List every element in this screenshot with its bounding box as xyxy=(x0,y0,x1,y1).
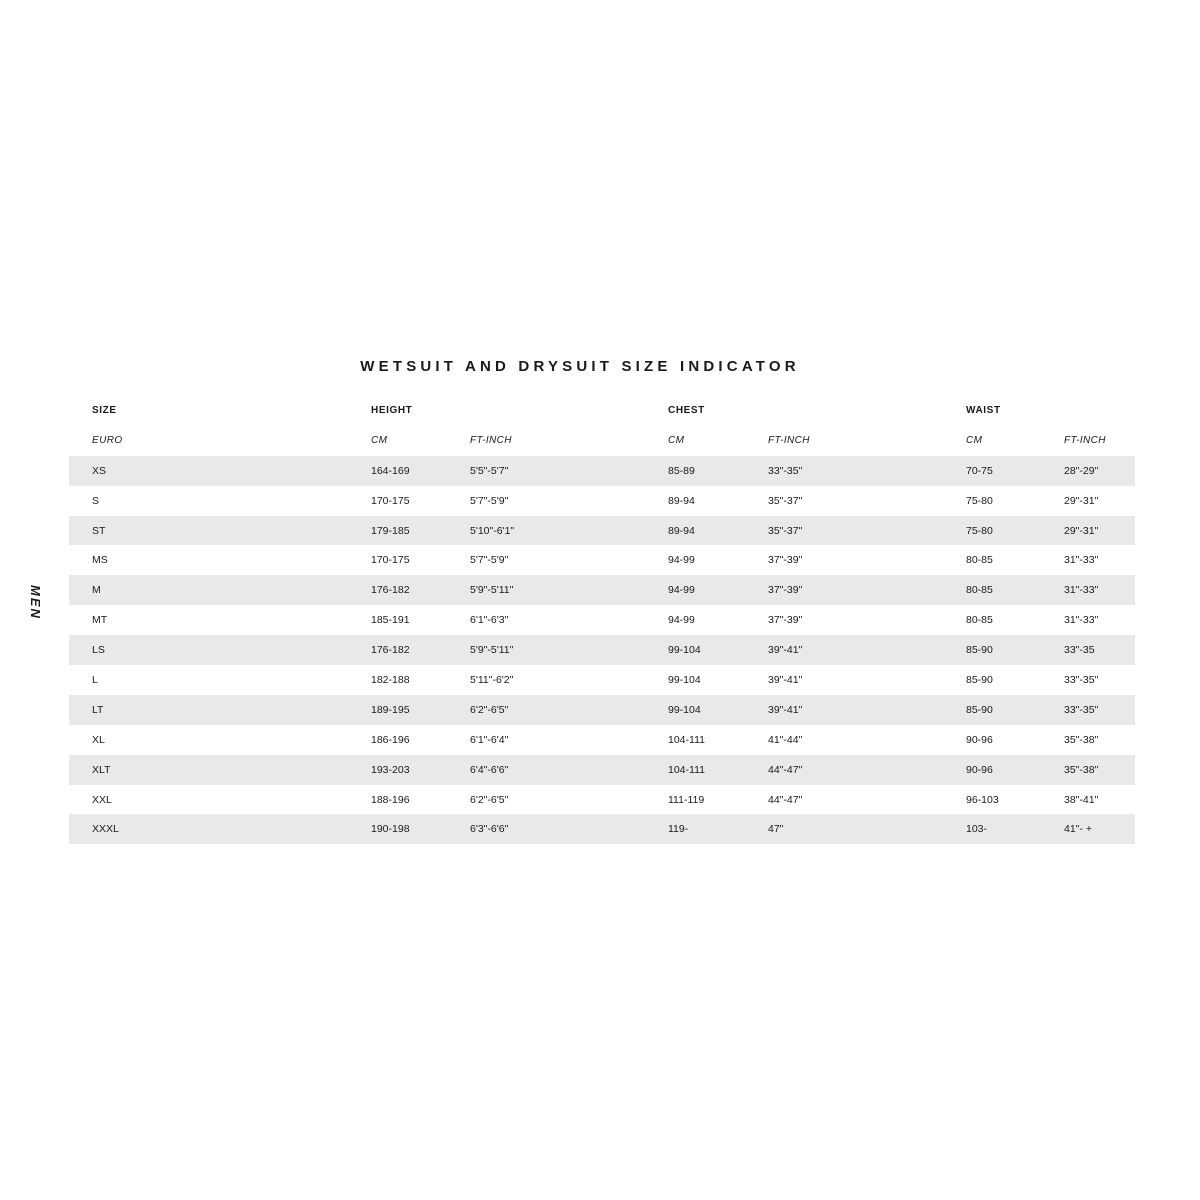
cell-height-cm: 176-182 xyxy=(371,584,410,597)
cell-waist-ftinch: 31"-33" xyxy=(1064,614,1099,627)
cell-waist-cm: 85-90 xyxy=(966,673,993,686)
table-body xyxy=(69,456,1135,845)
cell-height-cm: 182-188 xyxy=(371,673,410,686)
table-row xyxy=(69,695,1135,725)
table-row xyxy=(69,545,1135,575)
table-header-row xyxy=(69,396,1135,426)
cell-waist-cm: 96-103 xyxy=(966,793,999,806)
cell-height-ftinch: 6'1"-6'3" xyxy=(470,614,509,627)
cell-height-ftinch: 5'5"-5'7" xyxy=(470,464,509,477)
cell-waist-ftinch: 38"-41" xyxy=(1064,793,1099,806)
cell-size-euro: M xyxy=(92,584,101,597)
cell-chest-ftinch: 35"-37" xyxy=(768,524,803,537)
cell-height-cm: 190-198 xyxy=(371,823,410,836)
cell-height-ftinch: 5'9"-5'11" xyxy=(470,584,514,597)
cell-chest-cm: 94-99 xyxy=(668,554,695,567)
cell-chest-ftinch: 39"-41" xyxy=(768,703,803,716)
cell-chest-ftinch: 41"-44" xyxy=(768,733,803,746)
cell-waist-ftinch: 28"-29" xyxy=(1064,464,1099,477)
cell-height-ftinch: 6'1"-6'4" xyxy=(470,733,509,746)
header-height: HEIGHT xyxy=(371,405,413,417)
table-row xyxy=(69,605,1135,635)
cell-waist-ftinch: 33"-35 xyxy=(1064,644,1095,657)
cell-waist-cm: 80-85 xyxy=(966,614,993,627)
cell-chest-cm: 94-99 xyxy=(668,584,695,597)
cell-height-cm: 170-175 xyxy=(371,554,410,567)
cell-height-cm: 164-169 xyxy=(371,464,410,477)
cell-height-cm: 179-185 xyxy=(371,524,410,537)
cell-size-euro: L xyxy=(92,673,98,686)
cell-waist-cm: 90-96 xyxy=(966,763,993,776)
cell-size-euro: ST xyxy=(92,524,106,537)
cell-waist-ftinch: 33"-35" xyxy=(1064,703,1099,716)
header-waist: WAIST xyxy=(966,405,1001,417)
cell-size-euro: MT xyxy=(92,614,108,627)
subheader-height-ftinch: FT-INCH xyxy=(470,435,512,447)
cell-size-euro: XL xyxy=(92,733,105,746)
header-size: SIZE xyxy=(92,405,117,417)
subheader-waist-ftinch: FT-INCH xyxy=(1064,435,1106,447)
cell-chest-cm: 89-94 xyxy=(668,494,695,507)
table-subheader-row xyxy=(69,426,1135,456)
cell-chest-cm: 99-104 xyxy=(668,644,701,657)
cell-waist-cm: 103- xyxy=(966,823,988,836)
cell-waist-cm: 85-90 xyxy=(966,644,993,657)
cell-height-ftinch: 6'2"-6'5" xyxy=(470,793,509,806)
cell-height-ftinch: 5'11"-6'2" xyxy=(470,673,514,686)
table-row xyxy=(69,755,1135,785)
cell-waist-ftinch: 35"-38" xyxy=(1064,733,1099,746)
subheader-waist-cm: CM xyxy=(966,435,983,447)
cell-chest-cm: 119- xyxy=(668,823,689,836)
cell-size-euro: XLT xyxy=(92,763,111,776)
cell-height-cm: 185-191 xyxy=(371,614,410,627)
cell-waist-ftinch: 29"-31" xyxy=(1064,494,1099,507)
cell-size-euro: LS xyxy=(92,644,105,657)
cell-waist-ftinch: 33"-35" xyxy=(1064,673,1099,686)
gender-label: MEN xyxy=(28,585,43,620)
cell-waist-cm: 80-85 xyxy=(966,584,993,597)
cell-height-ftinch: 5'7"-5'9" xyxy=(470,554,509,567)
cell-chest-ftinch: 35"-37" xyxy=(768,494,803,507)
cell-size-euro: S xyxy=(92,494,100,507)
cell-height-ftinch: 5'10"-6'1" xyxy=(470,524,515,537)
cell-chest-cm: 111-119 xyxy=(668,793,705,806)
cell-size-euro: XXL xyxy=(92,793,112,806)
cell-chest-cm: 104-111 xyxy=(668,763,705,776)
table-row xyxy=(69,456,1135,486)
header-chest: CHEST xyxy=(668,405,705,417)
cell-waist-cm: 85-90 xyxy=(966,703,993,716)
table-row xyxy=(69,575,1135,605)
cell-waist-ftinch: 41"- + xyxy=(1064,823,1092,836)
cell-waist-ftinch: 31"-33" xyxy=(1064,584,1099,597)
cell-chest-ftinch: 44"-47" xyxy=(768,763,803,776)
cell-chest-ftinch: 44"-47" xyxy=(768,793,803,806)
cell-chest-ftinch: 37"-39" xyxy=(768,554,803,567)
cell-chest-cm: 104-111 xyxy=(668,733,705,746)
cell-height-cm: 170-175 xyxy=(371,494,410,507)
cell-size-euro: LT xyxy=(92,703,104,716)
cell-height-cm: 188-196 xyxy=(371,793,410,806)
cell-height-ftinch: 6'2"-6'5" xyxy=(470,703,509,716)
cell-size-euro: XS xyxy=(92,464,107,477)
cell-height-cm: 193-203 xyxy=(371,763,410,776)
cell-height-ftinch: 6'3"-6'6" xyxy=(470,823,509,836)
table-row xyxy=(69,785,1135,815)
cell-chest-cm: 94-99 xyxy=(668,614,695,627)
cell-chest-cm: 99-104 xyxy=(668,673,701,686)
table-row xyxy=(69,635,1135,665)
page-title: WETSUIT AND DRYSUIT SIZE INDICATOR xyxy=(360,358,800,375)
cell-waist-cm: 90-96 xyxy=(966,733,993,746)
cell-waist-cm: 75-80 xyxy=(966,494,993,507)
table-row xyxy=(69,725,1135,755)
cell-waist-ftinch: 31"-33" xyxy=(1064,554,1099,567)
cell-chest-ftinch: 39"-41" xyxy=(768,644,803,657)
cell-chest-cm: 89-94 xyxy=(668,524,695,537)
size-table xyxy=(69,396,1135,844)
cell-waist-ftinch: 29"-31" xyxy=(1064,524,1099,537)
cell-size-euro: MS xyxy=(92,554,108,567)
cell-waist-cm: 75-80 xyxy=(966,524,993,537)
cell-height-ftinch: 6'4"-6'6" xyxy=(470,763,509,776)
cell-height-ftinch: 5'9"-5'11" xyxy=(470,644,514,657)
cell-chest-ftinch: 47" xyxy=(768,823,784,836)
cell-height-cm: 186-196 xyxy=(371,733,410,746)
table-row xyxy=(69,486,1135,516)
table-row xyxy=(69,516,1135,546)
cell-chest-ftinch: 37"-39" xyxy=(768,584,803,597)
cell-chest-ftinch: 33"-35" xyxy=(768,464,803,477)
subheader-height-cm: CM xyxy=(371,435,388,447)
cell-waist-cm: 70-75 xyxy=(966,464,993,477)
subheader-chest-ftinch: FT-INCH xyxy=(768,435,810,447)
cell-height-ftinch: 5'7"-5'9" xyxy=(470,494,509,507)
cell-chest-cm: 85-89 xyxy=(668,464,695,477)
cell-height-cm: 189-195 xyxy=(371,703,410,716)
table-row xyxy=(69,814,1135,844)
cell-chest-ftinch: 37"-39" xyxy=(768,614,803,627)
cell-waist-cm: 80-85 xyxy=(966,554,993,567)
cell-size-euro: XXXL xyxy=(92,823,119,836)
cell-chest-ftinch: 39"-41" xyxy=(768,673,803,686)
cell-chest-cm: 99-104 xyxy=(668,703,701,716)
cell-waist-ftinch: 35"-38" xyxy=(1064,763,1099,776)
subheader-chest-cm: CM xyxy=(668,435,685,447)
cell-height-cm: 176-182 xyxy=(371,644,410,657)
table-row xyxy=(69,665,1135,695)
subheader-euro: EURO xyxy=(92,435,123,447)
